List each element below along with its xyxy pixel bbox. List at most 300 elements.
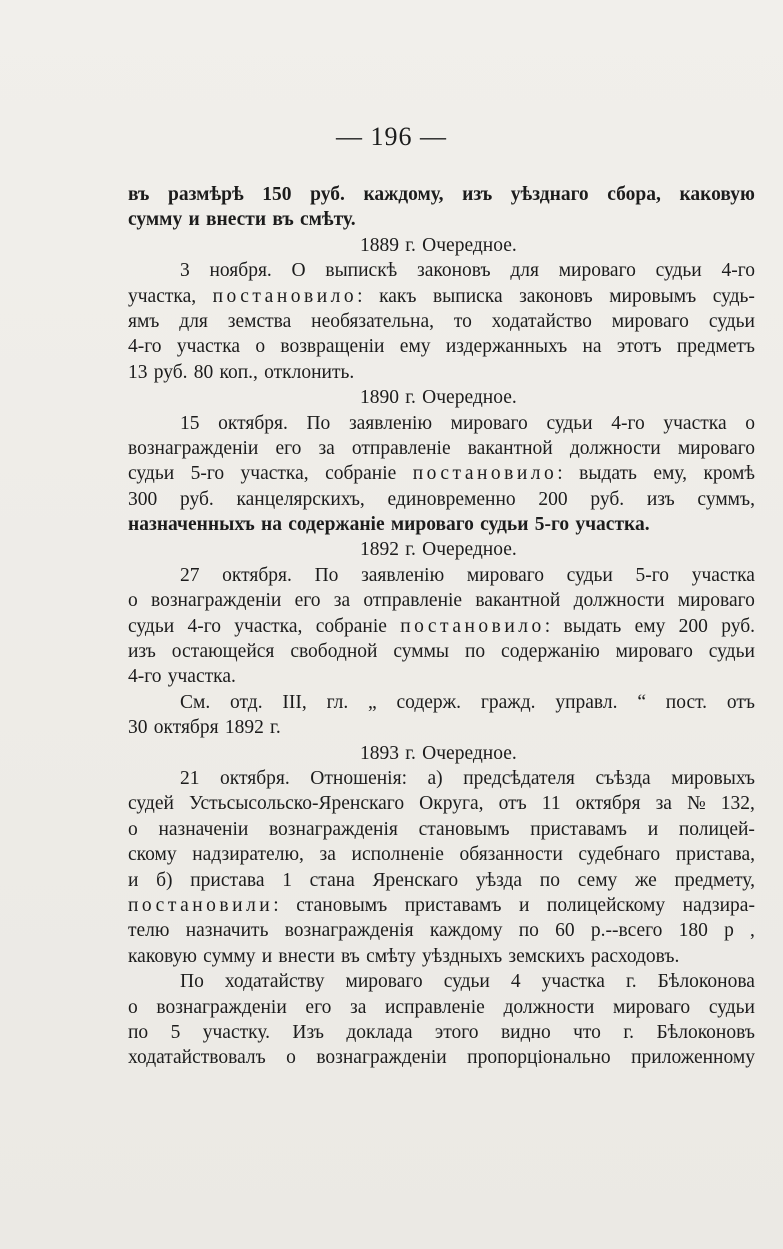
word: [180, 690, 210, 715]
word: [612, 309, 689, 334]
word: [635, 614, 666, 639]
word-text: октября.: [222, 564, 292, 586]
word: [341, 944, 360, 969]
word-text: изъ: [462, 184, 493, 205]
word: [228, 309, 291, 334]
word-text: по: [518, 920, 539, 942]
word-text: а): [427, 767, 443, 789]
word-text: 180: [678, 920, 708, 942]
word-text: г.: [405, 234, 416, 256]
word: [128, 1045, 266, 1070]
word: [128, 664, 162, 689]
text-line: [128, 664, 755, 689]
word-text: о: [128, 818, 138, 840]
word-text: мироваго: [611, 310, 689, 332]
word: [678, 588, 755, 613]
word-text: каковую: [679, 184, 755, 205]
word: [595, 766, 650, 791]
text-line: [128, 639, 755, 664]
text-line: [128, 182, 755, 207]
word-text: же: [634, 869, 657, 891]
word-text: 60: [555, 920, 575, 942]
word-text: №: [687, 793, 706, 815]
word-text: ему: [634, 615, 666, 637]
word: [750, 918, 755, 943]
text-line: [128, 868, 755, 893]
word: [128, 791, 174, 816]
word-text: О: [291, 260, 306, 282]
word: [203, 1020, 270, 1045]
word-text: 150: [262, 184, 292, 205]
word-text: р.--всего: [590, 920, 663, 942]
word-text: назначенныхъ: [128, 514, 255, 536]
word: [285, 918, 414, 943]
word-text: судьи: [480, 514, 529, 536]
word-text: отд.: [230, 691, 263, 713]
word: [465, 639, 485, 664]
word-text: сумму: [128, 209, 183, 231]
word: [468, 436, 553, 461]
word: [325, 461, 396, 486]
word: [128, 588, 138, 613]
word: [366, 944, 416, 969]
word: [352, 842, 444, 867]
word: [709, 639, 755, 664]
word-text: размѣрѣ: [168, 184, 244, 205]
word: [546, 411, 592, 436]
word: [678, 436, 755, 461]
word-text: каковую: [128, 945, 197, 967]
word: [503, 995, 594, 1020]
word-text: отъ: [726, 691, 755, 713]
text-line: [128, 309, 755, 334]
word-text: вознагражденія: [268, 818, 398, 840]
word-text: 11: [541, 793, 561, 815]
text-line: [128, 766, 755, 791]
word: [168, 182, 244, 207]
word: [590, 487, 624, 512]
word: [540, 868, 560, 893]
word: [128, 817, 138, 842]
word: [745, 411, 755, 436]
word-text: 1: [282, 869, 292, 891]
word-text: руб.: [179, 488, 214, 510]
word: [727, 690, 755, 715]
word-text: его: [275, 437, 302, 459]
word: [363, 588, 462, 613]
word-text: скому: [128, 844, 177, 866]
word: [567, 563, 613, 588]
word: [203, 944, 255, 969]
word-text: и: [261, 945, 273, 967]
word: [519, 893, 529, 918]
word: [334, 588, 350, 613]
word: [687, 791, 706, 816]
word-text: внести: [205, 209, 267, 231]
word: [417, 258, 491, 283]
word: [230, 690, 263, 715]
word: [475, 588, 560, 613]
word-text: въ: [341, 945, 360, 967]
word-text: ноября.: [209, 260, 272, 282]
word-text: сумму: [203, 945, 256, 967]
word-text: :: [544, 615, 551, 637]
word: [262, 944, 272, 969]
word: [363, 182, 443, 207]
word-text: о: [128, 996, 138, 1018]
word: [499, 791, 527, 816]
word-text: 21: [180, 767, 200, 789]
word: [617, 334, 662, 359]
text-line: [128, 690, 755, 715]
word: [128, 1020, 148, 1045]
word: [535, 512, 569, 537]
word-text: 200: [678, 615, 708, 637]
word-text: участка: [541, 971, 605, 993]
word-text: отклонить.: [264, 361, 355, 383]
word: [261, 512, 282, 537]
word-text: судьи: [708, 310, 755, 332]
word: [172, 639, 275, 664]
word: [179, 309, 208, 334]
word: [510, 258, 539, 283]
word-text: этотъ: [616, 336, 662, 358]
word-text: Округа,: [419, 793, 484, 815]
word-text: Отношенія:: [310, 767, 407, 789]
word: [462, 182, 492, 207]
word: [564, 614, 622, 639]
word: [555, 690, 617, 715]
word-text: мировыхъ: [671, 767, 755, 789]
word: [555, 918, 575, 943]
word: [315, 563, 339, 588]
word-text: мироваго: [390, 514, 474, 536]
word: [168, 664, 236, 689]
word-text: 13: [128, 361, 148, 383]
word-text: по: [464, 641, 486, 663]
word: [616, 639, 693, 664]
word-text: Яренскаго: [372, 869, 459, 891]
word-text: выдать: [563, 615, 622, 637]
word-text: 4-го: [611, 412, 645, 434]
word: [721, 614, 755, 639]
word-text: о: [255, 336, 266, 358]
text-line: [128, 334, 755, 359]
word: [310, 868, 355, 893]
word: [180, 487, 214, 512]
word-text: приставамъ: [530, 818, 627, 840]
word: [579, 461, 637, 486]
word: [578, 842, 660, 867]
text-line: [128, 411, 755, 436]
word-text: вознагражденія: [284, 920, 414, 942]
word-text: и: [518, 894, 530, 916]
word: [444, 969, 490, 994]
word-text: ходатайству: [224, 971, 325, 993]
word: [128, 944, 197, 969]
word: [346, 1020, 412, 1045]
word-text: за: [319, 844, 336, 866]
word: [180, 969, 204, 994]
word-text: предсѣдателя: [463, 767, 575, 789]
word: [623, 1020, 634, 1045]
word: [501, 1020, 551, 1045]
word-text: Очередное.: [422, 387, 517, 409]
word-text: гл.: [326, 691, 349, 713]
word-text: 15: [180, 412, 200, 434]
word-text: судьи: [708, 996, 755, 1018]
word: [405, 893, 502, 918]
word-text: Устьсысольско-Яренскаго: [189, 793, 405, 815]
word: [206, 207, 266, 232]
text-line: [128, 512, 755, 537]
spaced-word: постановило: [412, 463, 558, 485]
word-text: Изъ: [292, 1021, 324, 1043]
word-text: судьи: [546, 412, 593, 434]
word-text: необязательна,: [311, 310, 435, 332]
word: [379, 284, 416, 309]
word-text: руб.: [153, 361, 188, 383]
word: [519, 284, 593, 309]
word-text: по: [128, 1021, 149, 1043]
word: [653, 461, 687, 486]
word-text: его: [294, 590, 321, 612]
word: [460, 842, 563, 867]
word-text: судей: [128, 793, 174, 815]
word: [435, 1020, 479, 1045]
text-line: [128, 715, 755, 740]
word: [225, 969, 325, 994]
word: [648, 817, 658, 842]
word: [454, 309, 472, 334]
word-text: руб.: [721, 615, 755, 637]
word-text: :: [557, 463, 563, 485]
word: [679, 614, 708, 639]
word: [385, 995, 485, 1020]
text-line: [128, 258, 755, 283]
word: [368, 690, 377, 715]
word: [666, 690, 707, 715]
word: [180, 563, 200, 588]
word: [180, 258, 190, 283]
word-text: судьи: [566, 564, 613, 586]
word-text: пристава: [190, 869, 265, 891]
text-line: [128, 284, 755, 309]
word: [679, 817, 755, 842]
word-text: каждому,: [363, 184, 444, 205]
word: [635, 868, 657, 893]
word-text: въ: [128, 184, 150, 205]
word-text: 30: [128, 717, 148, 739]
word-text: содержанію: [501, 641, 600, 663]
word: [405, 537, 416, 562]
word-text: отправленіе: [363, 590, 463, 612]
word-text: вознагражденіи: [128, 437, 259, 459]
word: [451, 411, 528, 436]
section-heading: [128, 537, 755, 562]
word: [511, 182, 589, 207]
text-line: [128, 1020, 755, 1045]
word-text: заявленію: [361, 564, 445, 586]
word: [128, 436, 258, 461]
word-text: кромѣ: [703, 463, 755, 485]
word-text: судьи: [708, 641, 755, 663]
word: [492, 309, 592, 334]
word-text: судьи: [128, 463, 175, 485]
word: [405, 385, 416, 410]
word: [270, 715, 281, 740]
word: [350, 995, 366, 1020]
word: [275, 436, 301, 461]
word: [128, 182, 149, 207]
word: [128, 284, 196, 309]
word: [325, 258, 397, 283]
word: [306, 411, 330, 436]
word: [222, 563, 292, 588]
text-line: [128, 893, 755, 918]
page-number: — 196 —: [336, 122, 447, 151]
word: [220, 766, 290, 791]
word-text: мировымъ: [609, 285, 697, 307]
word: [188, 207, 199, 232]
word-text: 1889: [360, 234, 400, 256]
word-text: мироваго: [466, 564, 544, 586]
word: [316, 1045, 446, 1070]
word-text: пристава,: [675, 844, 755, 866]
word-text: предметъ: [676, 336, 755, 358]
word: [292, 1020, 324, 1045]
text-line: [128, 207, 755, 232]
word: [692, 563, 755, 588]
word: [128, 334, 162, 359]
word: [190, 868, 264, 893]
word: [236, 487, 364, 512]
word-text: должности: [569, 437, 661, 459]
word: [481, 690, 536, 715]
word: [292, 258, 306, 283]
word-text: участка,: [234, 615, 303, 637]
word: [709, 995, 755, 1020]
word: [128, 918, 169, 943]
word: [156, 868, 172, 893]
word-text: г.: [405, 387, 416, 409]
word-text: 4-го: [187, 615, 221, 637]
word-text: для: [510, 260, 539, 282]
word: [269, 817, 398, 842]
word-text: въ: [272, 209, 294, 231]
word: [360, 385, 399, 410]
word-text: 4-го: [128, 336, 162, 358]
word: [154, 715, 219, 740]
word-text: По: [306, 412, 331, 434]
word-text: за: [350, 996, 367, 1018]
word-text: 5-го: [635, 564, 670, 586]
word-text: полицейскому: [546, 894, 666, 916]
word-text: 200: [538, 488, 568, 510]
word-text: собраніе: [315, 615, 387, 637]
word-text: 4: [510, 971, 521, 993]
word-text: 1893: [360, 742, 400, 764]
word: [286, 1045, 296, 1070]
word-text: какъ: [379, 285, 417, 307]
word-text: приставамъ: [404, 894, 502, 916]
word-text: приложенному: [631, 1047, 755, 1069]
word: [264, 360, 354, 385]
word-text: См.: [180, 691, 211, 713]
word-text: исполненіе: [351, 844, 444, 866]
word-text: р: [724, 920, 734, 942]
word-text: Очередное.: [422, 742, 517, 764]
word-text: издержанныхъ: [445, 336, 568, 358]
word: [171, 1020, 181, 1045]
word: [433, 284, 503, 309]
word-text: и: [188, 209, 200, 231]
text-line: [128, 944, 755, 969]
word: [373, 868, 459, 893]
word-text: судьи: [655, 260, 702, 282]
word: [352, 436, 451, 461]
word: [422, 385, 517, 410]
word: [187, 614, 221, 639]
word-text: этого: [434, 1021, 479, 1043]
word: [128, 842, 177, 867]
word: [613, 995, 690, 1020]
word-text: 3: [180, 260, 190, 282]
word-text: изъ: [646, 488, 675, 510]
word-text: заявленію: [348, 412, 433, 434]
word: [675, 868, 755, 893]
word: [220, 360, 258, 385]
word-text: гражд.: [480, 691, 536, 713]
word-text: по: [539, 869, 560, 891]
word: [422, 537, 517, 562]
word-text: Очередное.: [422, 234, 517, 256]
word: [709, 309, 755, 334]
word-text: отъ: [498, 793, 527, 815]
word: [683, 893, 755, 918]
word: [391, 512, 474, 537]
word-text: канцелярскихъ,: [236, 488, 365, 510]
word-text: на: [260, 514, 282, 536]
word: [191, 461, 225, 486]
word-text: назначеніи: [158, 818, 249, 840]
word-text: надзира-: [682, 894, 755, 916]
word: [476, 868, 522, 893]
word-text: уѣзда: [475, 869, 523, 891]
word: [422, 944, 502, 969]
word-text: за: [333, 590, 351, 612]
word: [349, 411, 432, 436]
word-text: б): [156, 869, 173, 891]
word-text: участку.: [202, 1021, 271, 1043]
word: [192, 842, 304, 867]
word-text: вознагражденіи: [316, 1047, 447, 1069]
word: [316, 614, 387, 639]
word-text: отправленіе: [351, 437, 451, 459]
word-text: судебнаго: [578, 844, 661, 866]
word: [501, 639, 600, 664]
word-text: пост.: [665, 691, 708, 713]
word: [405, 233, 416, 258]
word: [446, 334, 567, 359]
word: [480, 512, 528, 537]
word-text: о: [745, 412, 755, 434]
word-text: 132,: [720, 793, 755, 815]
word-text: 5-го: [190, 463, 225, 485]
word: [574, 588, 665, 613]
word: [218, 411, 288, 436]
word-text: :: [357, 285, 363, 307]
